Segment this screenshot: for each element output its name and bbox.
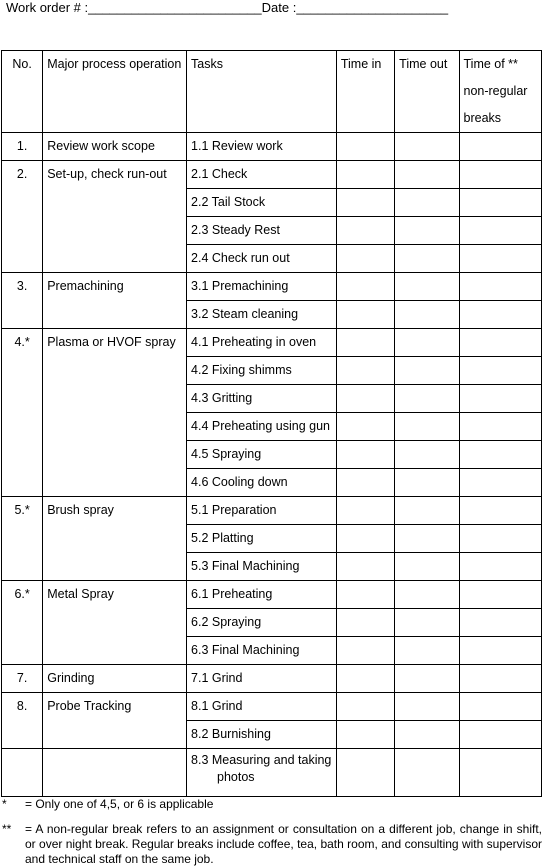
time-out-cell[interactable] — [395, 245, 459, 273]
table-row — [2, 665, 542, 693]
footnote-text: = Only one of 4,5, or 6 is applicable — [25, 797, 214, 811]
time-in-cell[interactable] — [336, 217, 394, 245]
row-number — [2, 749, 43, 797]
time-in-cell[interactable] — [336, 553, 394, 581]
time-in-cell[interactable] — [336, 133, 394, 161]
process-operation — [43, 441, 187, 469]
column-header-no: No. — [2, 51, 43, 133]
task-line: photos — [217, 770, 255, 784]
table-row — [2, 497, 542, 525]
table-row — [2, 385, 542, 413]
row-number — [2, 721, 43, 749]
task: 4.6 Cooling down — [187, 469, 337, 497]
breaks-cell[interactable] — [459, 469, 542, 497]
time-in-cell[interactable] — [336, 329, 394, 357]
time-out-cell[interactable] — [395, 441, 459, 469]
row-number: 8. — [2, 693, 43, 721]
breaks-cell[interactable] — [459, 273, 542, 301]
row-number — [2, 357, 43, 385]
breaks-cell[interactable] — [459, 609, 542, 637]
row-number — [2, 413, 43, 441]
process-operation — [43, 749, 187, 797]
breaks-cell[interactable] — [459, 133, 542, 161]
time-out-cell[interactable] — [395, 637, 459, 665]
time-in-cell[interactable] — [336, 273, 394, 301]
time-out-cell[interactable] — [395, 161, 459, 189]
time-out-cell[interactable] — [395, 469, 459, 497]
table-row — [2, 161, 542, 189]
table-row — [2, 749, 542, 797]
breaks-cell[interactable] — [459, 245, 542, 273]
time-in-cell[interactable] — [336, 693, 394, 721]
breaks-cell[interactable] — [459, 637, 542, 665]
process-operation — [43, 469, 187, 497]
breaks-cell[interactable] — [459, 329, 542, 357]
column-header-tasks: Tasks — [187, 51, 337, 133]
column-header-breaks — [459, 51, 542, 133]
row-number — [2, 385, 43, 413]
breaks-cell[interactable] — [459, 525, 542, 553]
row-number: 6.* — [2, 581, 43, 609]
breaks-cell[interactable] — [459, 301, 542, 329]
process-operation: Grinding — [43, 665, 187, 693]
breaks-cell[interactable] — [459, 721, 542, 749]
time-out-cell[interactable] — [395, 189, 459, 217]
process-operation — [43, 385, 187, 413]
column-header-time-in: Time in — [336, 51, 394, 133]
task: 8.2 Burnishing — [187, 721, 337, 749]
process-operation — [43, 245, 187, 273]
time-in-cell[interactable] — [336, 385, 394, 413]
time-in-cell[interactable] — [336, 301, 394, 329]
task: 3.1 Premachining — [187, 273, 337, 301]
time-out-cell[interactable] — [395, 497, 459, 525]
task: 6.2 Spraying — [187, 609, 337, 637]
process-operations-table — [1, 50, 542, 797]
table-row — [2, 245, 542, 273]
task: 7.1 Grind — [187, 665, 337, 693]
time-out-cell[interactable] — [395, 133, 459, 161]
time-in-cell[interactable] — [336, 749, 394, 797]
process-operation — [43, 301, 187, 329]
task: 4.2 Fixing shimms — [187, 357, 337, 385]
column-header-breaks-line: Time of ** — [463, 57, 518, 71]
row-number — [2, 301, 43, 329]
time-in-cell[interactable] — [336, 245, 394, 273]
column-header-time-out: Time out — [395, 51, 459, 133]
breaks-cell[interactable] — [459, 357, 542, 385]
table-row — [2, 693, 542, 721]
footnote-mark: ** — [2, 822, 12, 836]
process-operation — [43, 637, 187, 665]
breaks-cell[interactable] — [459, 553, 542, 581]
time-in-cell[interactable] — [336, 189, 394, 217]
row-number — [2, 441, 43, 469]
time-in-cell[interactable] — [336, 161, 394, 189]
task: 6.3 Final Machining — [187, 637, 337, 665]
time-in-cell[interactable] — [336, 637, 394, 665]
table-row — [2, 189, 542, 217]
row-number — [2, 553, 43, 581]
process-operation: Set-up, check run-out — [43, 161, 187, 189]
time-out-cell[interactable] — [395, 329, 459, 357]
time-in-cell[interactable] — [336, 441, 394, 469]
process-operation — [43, 217, 187, 245]
task — [187, 749, 337, 797]
time-out-cell[interactable] — [395, 609, 459, 637]
breaks-cell[interactable] — [459, 189, 542, 217]
table-row — [2, 357, 542, 385]
task: 4.4 Preheating using gun — [187, 413, 337, 441]
time-in-cell[interactable] — [336, 721, 394, 749]
table-row — [2, 217, 542, 245]
time-out-cell[interactable] — [395, 385, 459, 413]
footnote-text: = A non-regular break refers to an assignment or consultation on a different job, change in shift, or over night break. Regular breaks include coffee, tea, bath room, and consulting with supervisor and technical staff on the same job. — [25, 822, 542, 866]
column-header-operation: Major process operation — [43, 51, 187, 133]
breaks-cell[interactable] — [459, 161, 542, 189]
task: 2.1 Check — [187, 161, 337, 189]
row-number: 5.* — [2, 497, 43, 525]
task: 2.2 Tail Stock — [187, 189, 337, 217]
footnote-mark: * — [2, 797, 7, 811]
time-out-cell[interactable] — [395, 721, 459, 749]
process-operation — [43, 609, 187, 637]
table-row — [2, 609, 542, 637]
breaks-cell[interactable] — [459, 693, 542, 721]
column-header-breaks-line: non-regular — [463, 84, 528, 98]
table-row — [2, 469, 542, 497]
row-number: 7. — [2, 665, 43, 693]
table-row — [2, 273, 542, 301]
time-out-cell[interactable] — [395, 693, 459, 721]
row-number: 2. — [2, 161, 43, 189]
task: 3.2 Steam cleaning — [187, 301, 337, 329]
breaks-cell[interactable] — [459, 749, 542, 797]
time-out-cell[interactable] — [395, 301, 459, 329]
breaks-cell[interactable] — [459, 665, 542, 693]
time-out-cell[interactable] — [395, 273, 459, 301]
task: 2.3 Steady Rest — [187, 217, 337, 245]
process-operation: Premachining — [43, 273, 187, 301]
breaks-cell[interactable] — [459, 217, 542, 245]
row-number: 4.* — [2, 329, 43, 357]
process-operation — [43, 525, 187, 553]
time-in-cell[interactable] — [336, 357, 394, 385]
row-number — [2, 469, 43, 497]
table-header-row — [2, 51, 542, 133]
time-out-cell[interactable] — [395, 749, 459, 797]
time-in-cell[interactable] — [336, 665, 394, 693]
row-number — [2, 217, 43, 245]
row-number — [2, 525, 43, 553]
table-row — [2, 301, 542, 329]
task: 4.3 Gritting — [187, 385, 337, 413]
time-out-cell[interactable] — [395, 525, 459, 553]
time-in-cell[interactable] — [336, 609, 394, 637]
process-operation: Brush spray — [43, 497, 187, 525]
time-in-cell[interactable] — [336, 525, 394, 553]
task: 8.1 Grind — [187, 693, 337, 721]
breaks-cell[interactable] — [459, 413, 542, 441]
time-out-cell[interactable] — [395, 413, 459, 441]
task: 4.5 Spraying — [187, 441, 337, 469]
breaks-cell[interactable] — [459, 497, 542, 525]
task: 4.1 Preheating in oven — [187, 329, 337, 357]
process-operation — [43, 553, 187, 581]
task-line: 8.3 Measuring and taking — [191, 753, 332, 767]
process-operation — [43, 189, 187, 217]
table-row — [2, 525, 542, 553]
time-in-cell[interactable] — [336, 497, 394, 525]
process-operation: Metal Spray — [43, 581, 187, 609]
row-number: 1. — [2, 133, 43, 161]
table-row — [2, 553, 542, 581]
table-row — [2, 721, 542, 749]
process-operation: Probe Tracking — [43, 693, 187, 721]
task: 6.1 Preheating — [187, 581, 337, 609]
table-row — [2, 581, 542, 609]
time-out-cell[interactable] — [395, 217, 459, 245]
time-out-cell[interactable] — [395, 357, 459, 385]
table-row — [2, 413, 542, 441]
table-row — [2, 329, 542, 357]
process-operation — [43, 721, 187, 749]
time-in-cell[interactable] — [336, 413, 394, 441]
row-number: 3. — [2, 273, 43, 301]
row-number — [2, 245, 43, 273]
task: 5.3 Final Machining — [187, 553, 337, 581]
row-number — [2, 189, 43, 217]
work-order-date-line: Work order # :________________________Date :_____________________ — [6, 0, 449, 15]
breaks-cell[interactable] — [459, 441, 542, 469]
time-out-cell[interactable] — [395, 581, 459, 609]
breaks-cell[interactable] — [459, 385, 542, 413]
task: 5.1 Preparation — [187, 497, 337, 525]
process-operation — [43, 413, 187, 441]
time-out-cell[interactable] — [395, 553, 459, 581]
task: 5.2 Platting — [187, 525, 337, 553]
time-in-cell[interactable] — [336, 581, 394, 609]
row-number — [2, 609, 43, 637]
table-row — [2, 441, 542, 469]
process-operation: Plasma or HVOF spray — [43, 329, 187, 357]
table-row — [2, 637, 542, 665]
time-out-cell[interactable] — [395, 665, 459, 693]
task: 2.4 Check run out — [187, 245, 337, 273]
process-operation: Review work scope — [43, 133, 187, 161]
task: 1.1 Review work — [187, 133, 337, 161]
breaks-cell[interactable] — [459, 581, 542, 609]
table-row — [2, 133, 542, 161]
column-header-breaks-line: breaks — [463, 111, 502, 125]
time-in-cell[interactable] — [336, 469, 394, 497]
process-operation — [43, 357, 187, 385]
row-number — [2, 637, 43, 665]
